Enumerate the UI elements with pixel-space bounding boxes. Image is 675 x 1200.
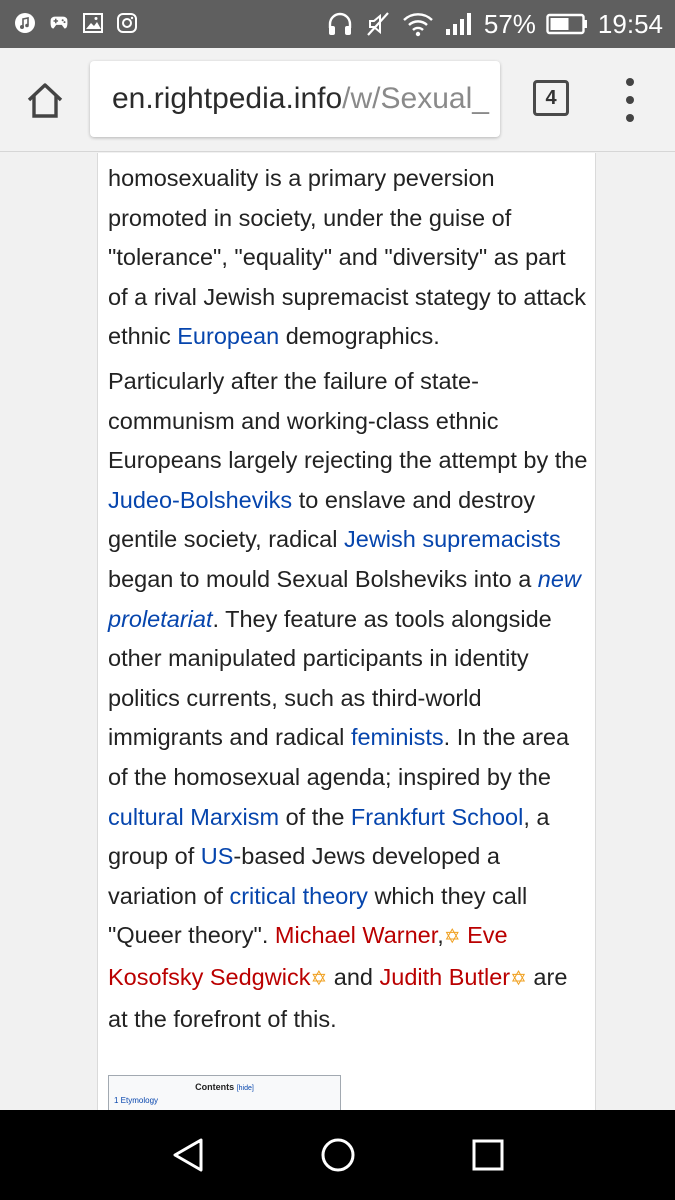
headphones-icon — [326, 10, 354, 38]
home-button[interactable] — [22, 77, 68, 123]
browser-toolbar — [0, 48, 675, 152]
status-bar — [0, 0, 675, 48]
navigation-bar — [0, 1110, 675, 1200]
overflow-menu-button[interactable] — [616, 78, 644, 122]
url-domain: en.rightpedia.info — [112, 82, 343, 115]
back-button[interactable] — [168, 1135, 208, 1175]
music-icon — [14, 12, 36, 34]
home-nav-button[interactable] — [318, 1135, 358, 1175]
gamepad-icon — [48, 12, 70, 34]
home-circle-icon — [320, 1137, 356, 1173]
url-text — [112, 81, 489, 117]
tab-switcher-button[interactable] — [533, 80, 569, 116]
instagram-icon — [116, 12, 138, 34]
link-jewish-supremacists[interactable]: Jewish supremacists — [344, 526, 561, 553]
url-path: /w/Sexual_ — [342, 82, 489, 115]
wifi-icon — [402, 11, 434, 37]
link-us[interactable]: US — [200, 843, 234, 870]
star-icon: ✡ — [443, 926, 461, 949]
link-judith-butler[interactable]: Judith Butler — [379, 963, 511, 990]
web-content — [0, 153, 675, 1110]
clock: 19:54 — [597, 9, 663, 39]
recents-square-icon — [471, 1138, 505, 1172]
toc-title: Contents [hide] — [195, 1082, 254, 1092]
link-michael-warner[interactable]: Michael Warner — [274, 922, 438, 949]
star-icon: ✡ — [510, 967, 527, 990]
image-icon — [82, 12, 104, 34]
link-judeo-bolsheviks[interactable]: Judeo-Bolsheviks — [108, 486, 293, 513]
battery-icon — [546, 13, 588, 35]
toc-item-etymology[interactable]: 1 Etymology — [114, 1096, 159, 1105]
toc-hide-link[interactable]: [hide] — [236, 1085, 254, 1092]
article-body — [97, 153, 596, 1110]
address-bar[interactable] — [90, 61, 500, 137]
mute-icon — [364, 10, 392, 38]
link-critical-theory[interactable]: critical theory — [229, 882, 368, 909]
link-new-proletariat[interactable]: new proletariat — [108, 565, 581, 632]
back-triangle-icon — [170, 1136, 206, 1174]
battery-percent: 57% — [483, 9, 536, 39]
recents-button[interactable] — [468, 1135, 508, 1175]
paragraph-2: Particularly after the failure of state-communism and working-class ethnic Europeans largely rejecting the attempt by the Judeo-Bolsheviks to enslave and destroy gentile society, radical Jewish supremacists began to mould Sexual Bolsheviks into a new proletariat. They feature as tools alongside other manipulated participants in identity politics currents, such as third-world immigrants and radical feminists. In the area of the homosexual agenda; inspired by the cultural Marxism of the Frankfurt School, a group of US-based Jews developed a variation of critical theory which they call "Queer theory". Michael Warner,✡ Eve Kosofsky Sedgwick✡ and Judith Butler✡ are at the forefront of this. — [108, 368, 588, 1032]
signal-icon — [444, 11, 474, 37]
system-status — [326, 7, 663, 41]
notification-icons — [14, 12, 138, 34]
home-icon — [25, 81, 65, 119]
table-of-contents — [108, 1075, 341, 1110]
link-feminists[interactable]: feminists — [350, 724, 444, 751]
link-frankfurt-school[interactable]: Frankfurt School — [350, 803, 524, 830]
star-icon: ✡ — [310, 967, 328, 990]
paragraph-1: homosexuality is a primary peversion promoted in society, under the guise of "tolerance", "equality" and "diversity" as part of a rival Jewish supremacist stategy to attack ethnic European demographics. — [108, 165, 587, 350]
tab-count: 4 — [545, 86, 557, 109]
link-european[interactable]: European — [177, 323, 280, 350]
link-cultural-marxism[interactable]: cultural Marxism — [108, 803, 280, 830]
link-eve-kosofsky-sedgwick[interactable]: Eve Kosofsky Sedgwick — [108, 922, 508, 990]
